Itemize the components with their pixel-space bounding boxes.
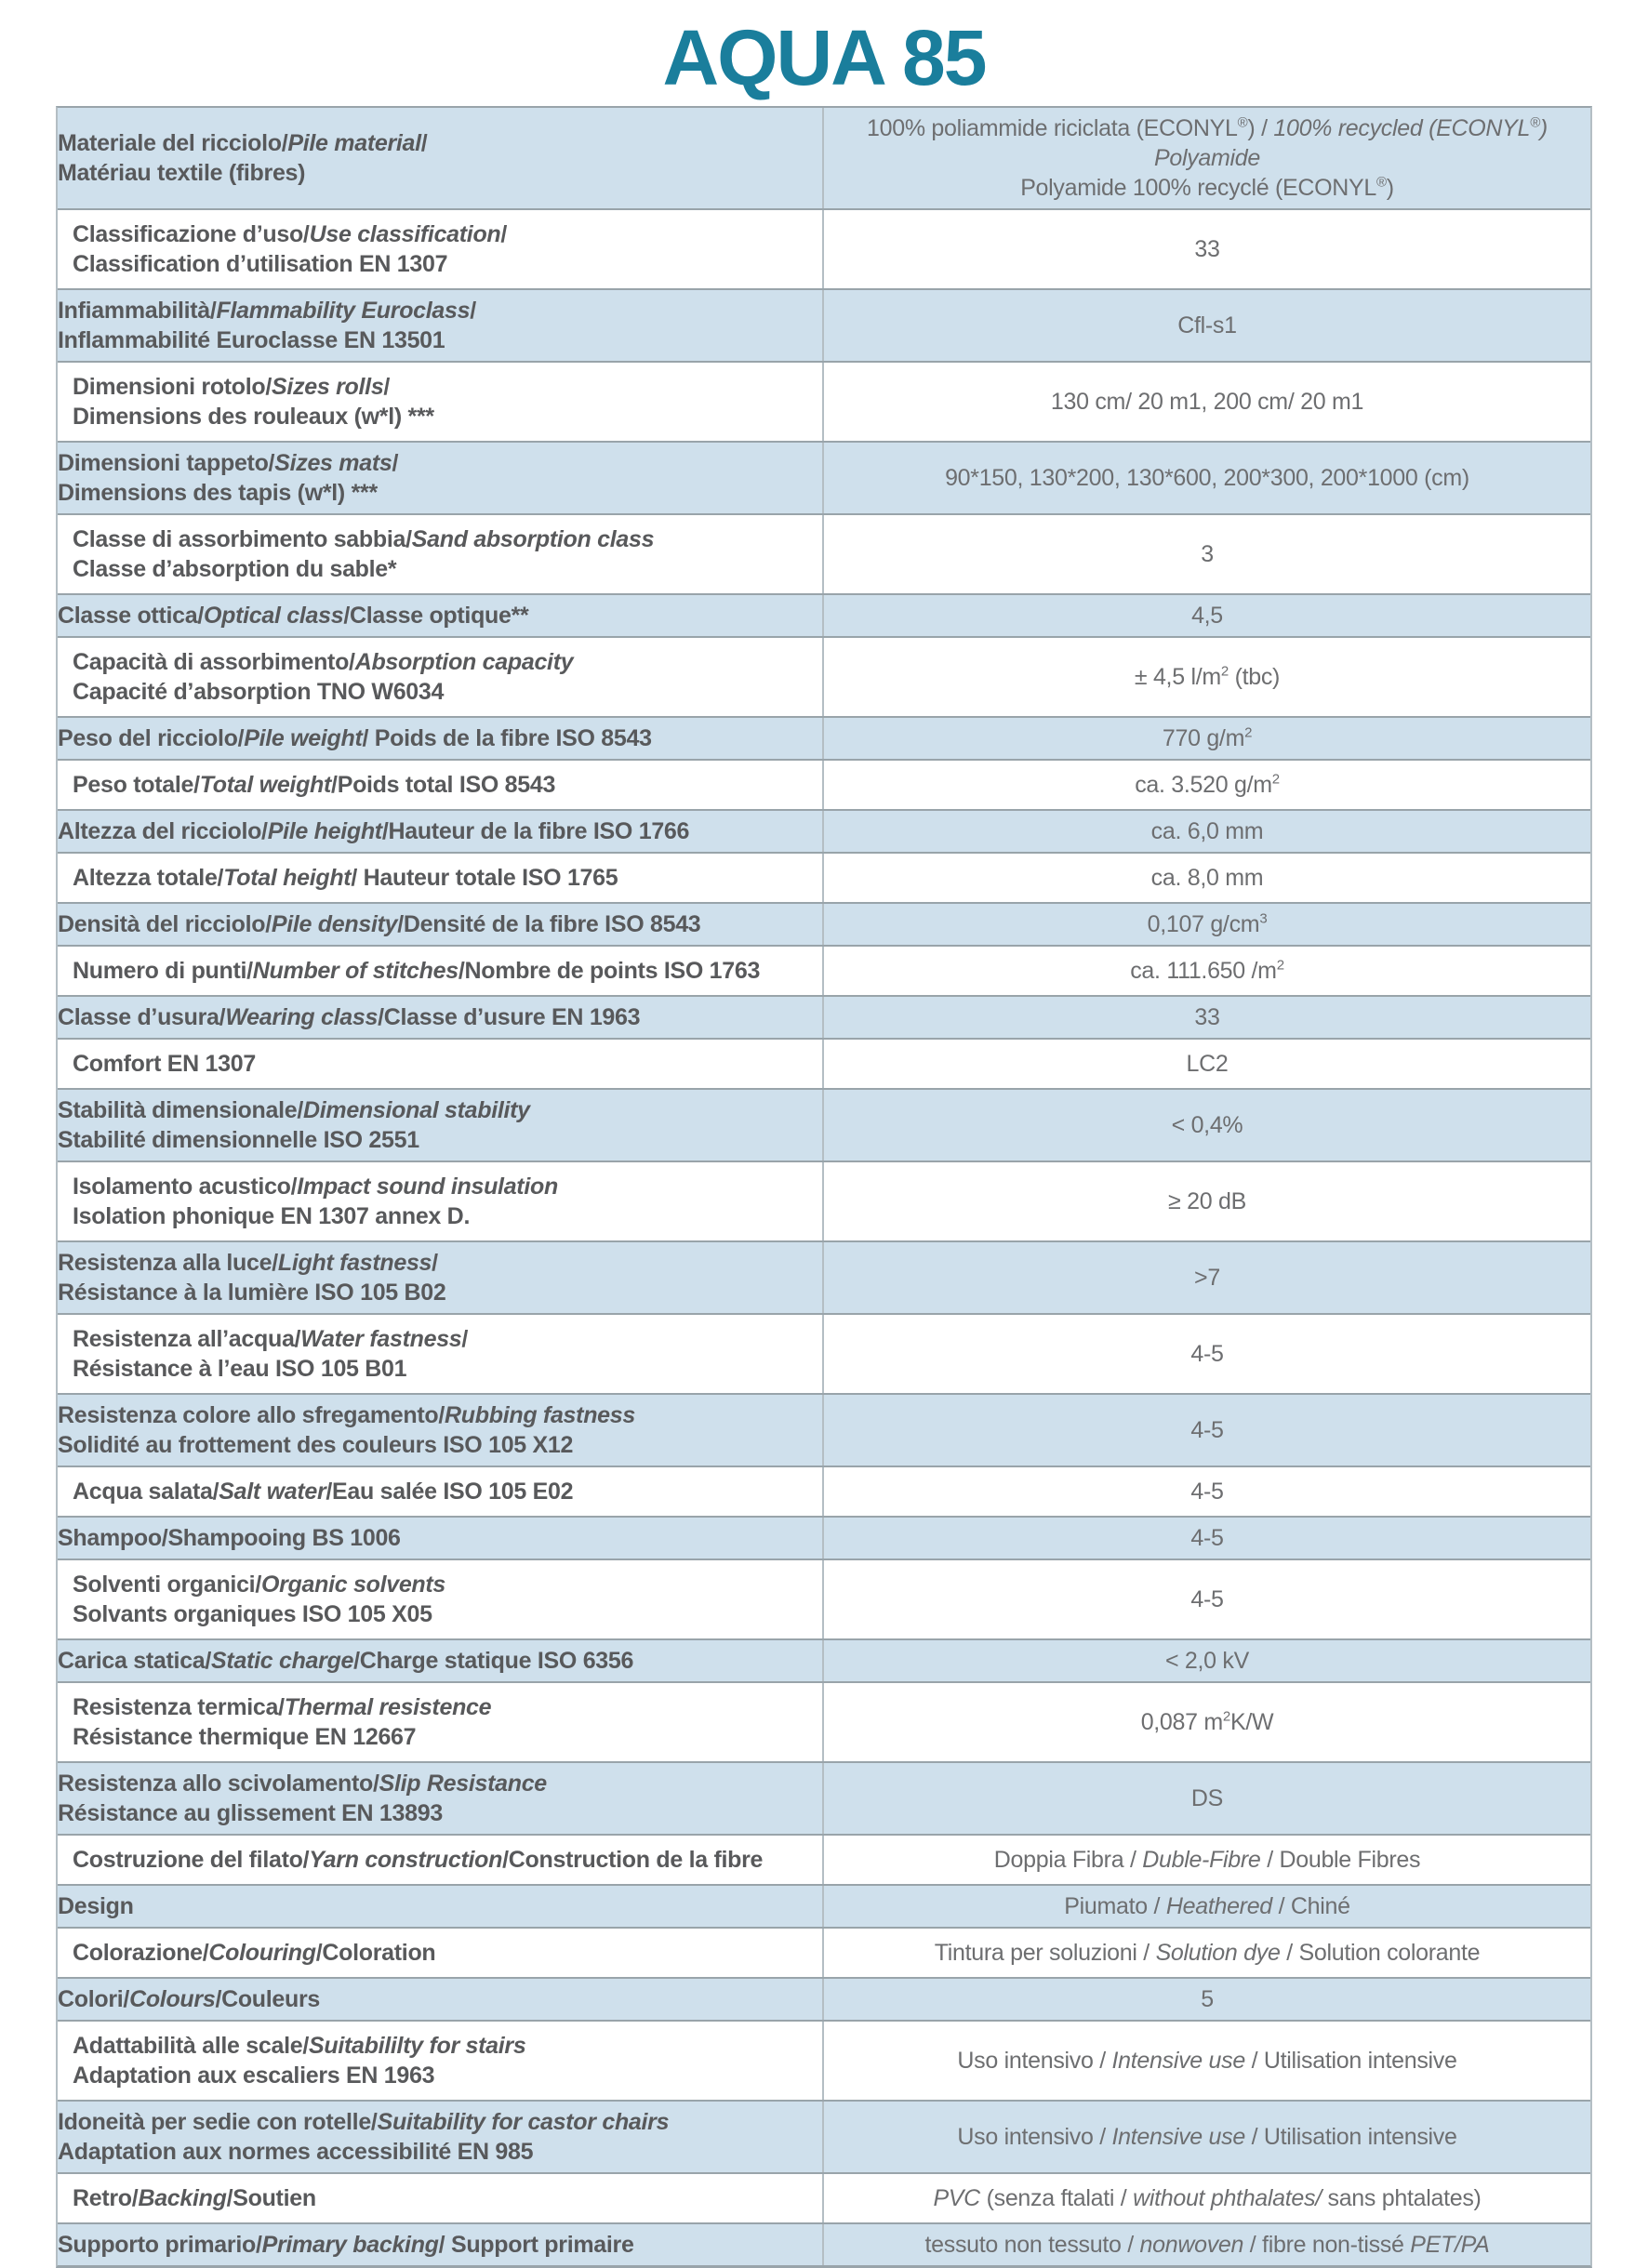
table-row [58,716,1590,759]
row-label: Peso del ricciolo/Pile weight/ Poids de la fibre ISO 8543 [58,718,824,759]
table-row [58,2172,1590,2222]
table-row [58,2100,1590,2172]
table-row [58,288,1590,361]
row-value: 4-5 [1190,1586,1224,1612]
row-label: Capacità di assorbimento/Absorption capacity Capacité d’absorption TNO W6034 [58,638,824,716]
row-value: Doppia Fibra / Duble-Fibre / Double Fibres [993,1847,1421,1873]
row-value: 100% poliammide riciclata (ECONYL®) / 100% recycled (ECONYL®) Polyamide Polyamide 100% recyclé (ECONYL®) [867,114,1548,201]
row-label: Resistenza all’acqua/Water fastness/ Résistance à l’eau ISO 105 B01 [58,1315,824,1393]
row-value: >7 [1194,1265,1220,1291]
spec-table [56,106,1592,2268]
table-row [58,636,1590,716]
row-value: 33 [1194,1004,1220,1030]
row-label: Densità del ricciolo/Pile density/Densité de la fibre ISO 8543 [58,904,824,945]
table-row [58,513,1590,593]
table-row [58,2222,1590,2265]
row-label: Design [58,1886,824,1927]
row-label: Dimensioni tappeto/Sizes mats/ Dimensions des tapis (w*l) *** [58,443,824,513]
row-value: DS [1190,1785,1224,1811]
table-row [58,1834,1590,1884]
row-label: Solventi organici/Organic solvents Solvants organiques ISO 105 X05 [58,1560,824,1638]
row-value: Cfl-s1 [1177,312,1237,338]
row-label: Stabilità dimensionale/Dimensional stability Stabilité dimensionnelle ISO 2551 [58,1090,824,1161]
table-row [58,1161,1590,1240]
row-value: 90*150, 130*200, 130*600, 200*300, 200*1000 (cm) [945,465,1469,491]
row-label: Carica statica/Static charge/Charge statique ISO 6356 [58,1640,824,1681]
table-row [58,1516,1590,1558]
row-value: 770 $g/m^2$ [1162,724,1253,751]
row-value: ca. 111.650 $/m^2$ [1130,957,1284,984]
row-label: Classe d’usura/Wearing class/Classe d’usure EN 1963 [58,997,824,1038]
row-value: ± 4,5 $l/m^2$ (tbc) [1134,663,1281,690]
row-value: Uso intensivo / Intensive use / Utilisation intensive [957,2124,1457,2150]
row-value: 4-5 [1190,1525,1224,1551]
row-value: < 0,4% [1171,1112,1243,1138]
table-row [58,995,1590,1038]
row-label: Classe di assorbimento sabbia/Sand absorption class Classe d’absorption du sable* [58,515,824,593]
page-title: AQUA 85 [662,14,986,101]
row-label: Resistenza alla luce/Light fastness/ Résistance à la lumière ISO 105 B02 [58,1242,824,1313]
table-row [58,1681,1590,1761]
table-row [58,441,1590,513]
table-row [58,1638,1590,1681]
row-label: Colorazione/Colouring/Coloration [58,1929,824,1977]
row-label: Classificazione d’uso/Use classification/ Classification d’utilisation EN 1307 [58,210,824,288]
row-label: Adattabilità alle scale/Suitabililty for stairs Adaptation aux escaliers EN 1963 [58,2022,824,2100]
row-value: PVC (senza ftalati / without phthalates/ sans phtalates) [933,2185,1482,2211]
table-row [58,593,1590,636]
row-label: Colori/Colours/Couleurs [58,1979,824,2020]
row-value: Uso intensivo / Intensive use / Utilisation intensive [957,2048,1457,2074]
table-row [58,208,1590,288]
row-label: Altezza del ricciolo/Pile height/Hauteur de la fibre ISO 1766 [58,811,824,852]
row-value: 33 [1194,236,1220,262]
table-row [58,852,1590,902]
row-label: Costruzione del filato/Yarn construction/Construction de la fibre [58,1836,824,1884]
row-value: 4-5 [1190,1479,1224,1505]
row-value: tessuto non tessuto / nonwoven / fibre non-tissé PET/PA [924,2232,1490,2258]
row-value: 3 [1201,541,1214,567]
table-row [58,1977,1590,2020]
row-label: Resistenza colore allo sfregamento/Rubbing fastness Solidité au frottement des couleurs ISO 105 X12 [58,1395,824,1466]
row-label: Isolamento acustico/Impact sound insulation Isolation phonique EN 1307 annex D. [58,1162,824,1240]
table-row [58,1761,1590,1834]
row-value: 4-5 [1190,1417,1224,1443]
row-label: Altezza totale/Total height/ Hauteur totale ISO 1765 [58,854,824,902]
row-value: 5 [1201,1986,1214,2012]
row-label: Resistenza allo scivolamento/Slip Resistance Résistance au glissement EN 13893 [58,1763,824,1834]
table-row [58,1927,1590,1977]
row-label: Shampoo/Shampooing BS 1006 [58,1518,824,1558]
row-value: ≥ 20 dB [1168,1188,1246,1214]
row-value: ca. 6,0 mm [1150,818,1264,844]
row-label: Materiale del ricciolo/Pile material/ Matériau textile (fibres) [58,108,824,208]
table-row [58,1558,1590,1638]
row-label: Classe ottica/Optical class/Classe optique** [58,595,824,636]
row-value: 130 cm/ 20 m1, 200 cm/ 20 m1 [1050,389,1364,415]
table-row [58,1088,1590,1161]
row-value: ca. 8,0 mm [1150,865,1264,891]
row-value: 0,107 $g/cm^3$ [1147,910,1268,937]
table-row [58,108,1590,208]
table-row [58,902,1590,945]
table-row [58,945,1590,995]
row-value: ca. 3.520 $g/m^2$ [1135,771,1280,798]
row-value: Tintura per soluzioni / Solution dye / Solution colorante [934,1940,1481,1966]
table-row [58,1240,1590,1313]
table-row [58,759,1590,809]
row-label: Comfort EN 1307 [58,1040,824,1088]
row-label: Peso totale/Total weight/Poids total ISO 8543 [58,761,824,809]
row-label: Dimensioni rotolo/Sizes rolls/ Dimensions des rouleaux (w*l) *** [58,363,824,441]
row-label: Supporto primario/Primary backing/ Support primaire [58,2224,824,2265]
row-value: Piumato / Heathered / Chiné [1064,1893,1350,1919]
row-value: 4,5 [1191,603,1223,629]
row-value: 0,087 $m^2K/W$ [1140,1708,1274,1735]
table-row [58,1466,1590,1516]
row-label: Resistenza termica/Thermal resistence Résistance thermique EN 12667 [58,1683,824,1761]
table-row [58,1393,1590,1466]
table-row [58,1038,1590,1088]
row-value: < 2,0 kV [1164,1648,1250,1674]
table-row [58,1884,1590,1927]
table-row [58,1313,1590,1393]
row-label: Infiammabilità/Flammability Euroclass/ Inflammabilité Euroclasse EN 13501 [58,290,824,361]
table-row [58,2020,1590,2100]
row-value: 4-5 [1190,1341,1224,1367]
table-row [58,361,1590,441]
table-row [58,809,1590,852]
row-label: Retro/Backing/Soutien [58,2174,824,2222]
row-label: Idoneità per sedie con rotelle/Suitability for castor chairs Adaptation aux normes accessibilité EN 985 [58,2102,824,2172]
row-label: Acqua salata/Salt water/Eau salée ISO 105 E02 [58,1467,824,1516]
row-label: Numero di punti/Number of stitches/Nombre de points ISO 1763 [58,947,824,995]
row-value: LC2 [1186,1051,1229,1077]
